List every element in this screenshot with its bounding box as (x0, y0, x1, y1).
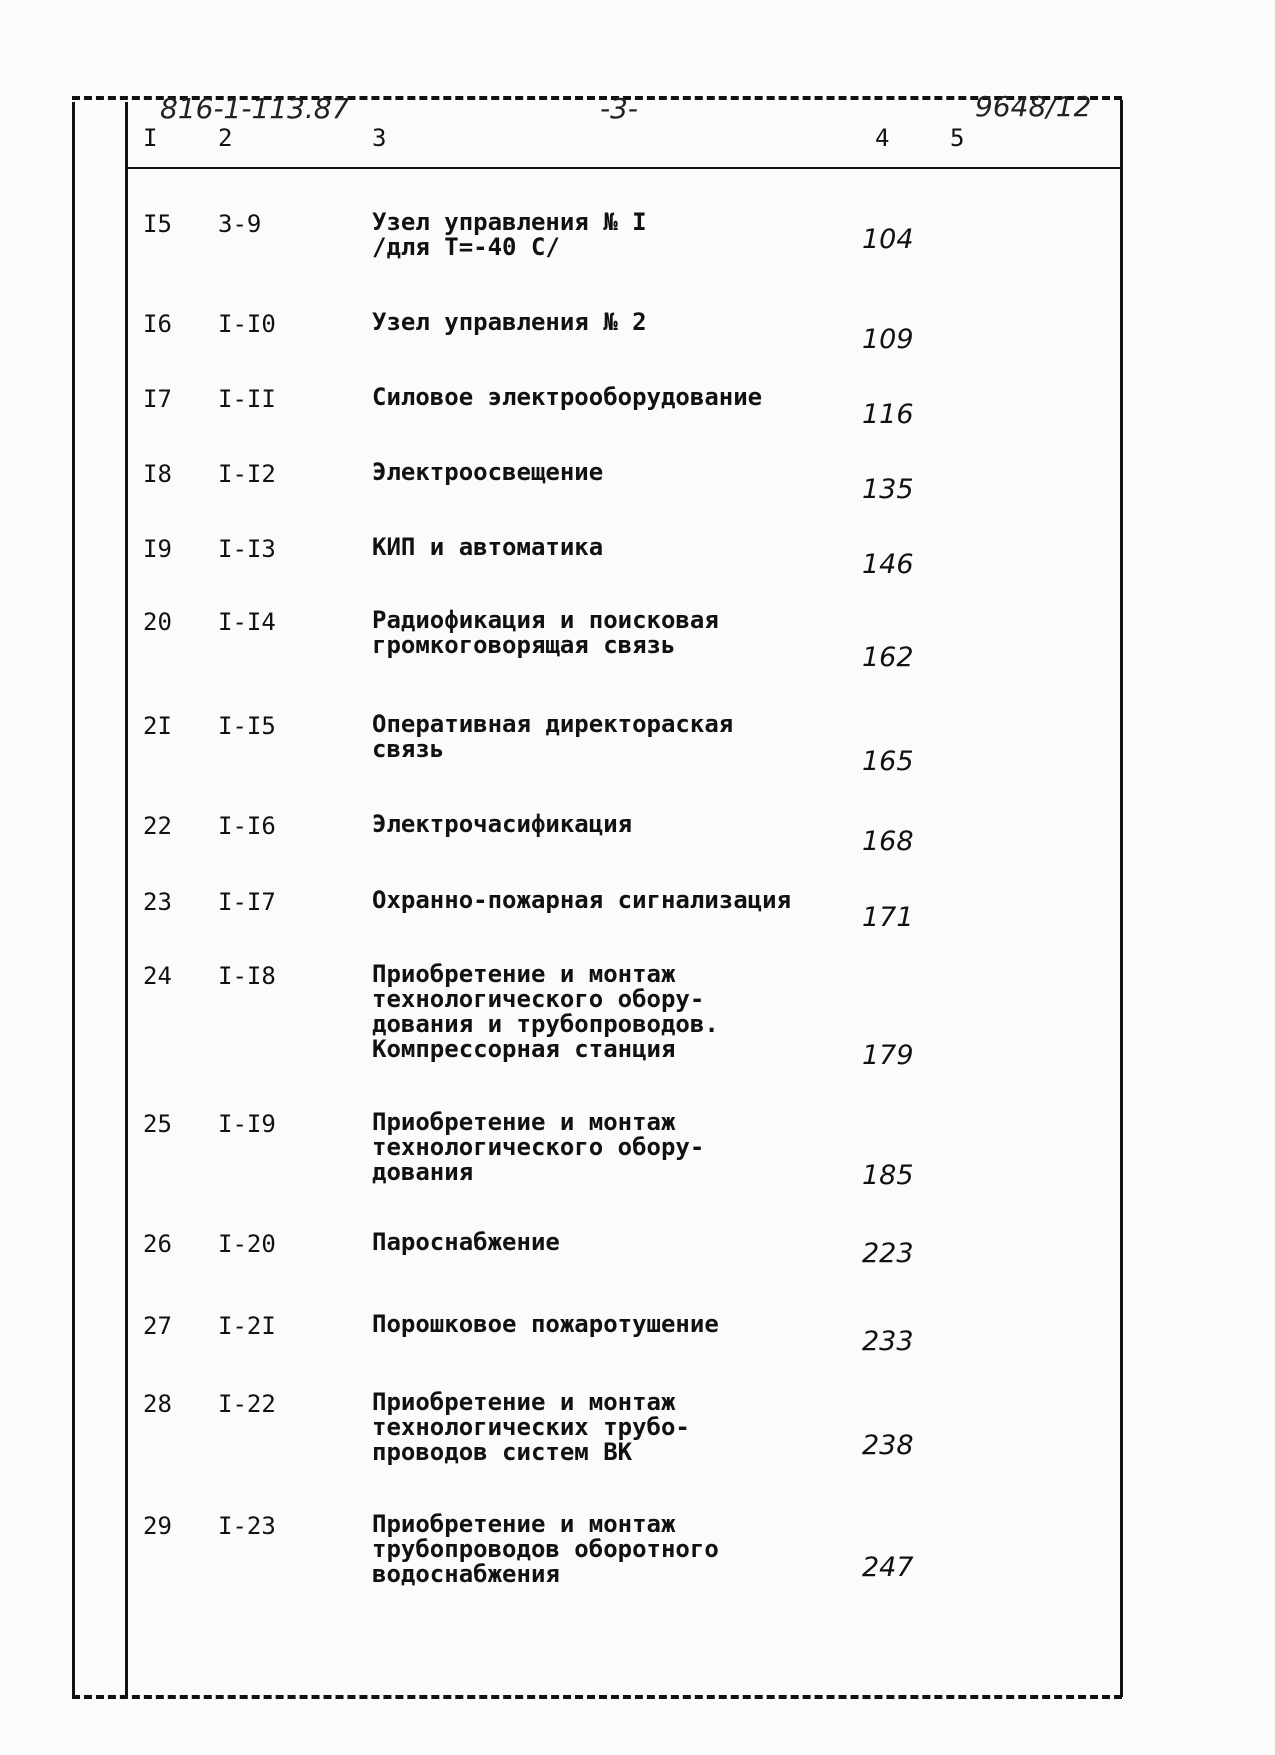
row-number: I9 (143, 535, 172, 563)
section-title: Электрочасификация (372, 810, 633, 838)
row-number: 25 (143, 1110, 172, 1138)
section-title: Узел управления № 2 (372, 308, 647, 336)
row-number: 24 (143, 962, 172, 990)
row-number: I7 (143, 385, 172, 413)
column-header-3: 3 (372, 124, 387, 152)
section-title: Силовое электрооборудование (372, 383, 763, 411)
page-number: -3- (600, 92, 639, 125)
page-ref: 247 (862, 1552, 914, 1583)
sheet-ref: 3-9 (218, 210, 262, 238)
header-rule (125, 167, 1120, 169)
page-ref: 135 (862, 474, 914, 505)
sheet-ref: I-23 (218, 1512, 276, 1540)
row-number: 2I (143, 712, 172, 740)
sheet-ref: I-I3 (218, 535, 276, 563)
section-title: Приобретение и монтаж технологического обору- дования и трубопроводов. Компрессорная станция (372, 960, 719, 1063)
inner-left-border (125, 102, 128, 1697)
row-number: I8 (143, 460, 172, 488)
sheet-ref: I-I2 (218, 460, 276, 488)
section-title: Узел управления № I /для Т=-40 С/ (372, 208, 647, 261)
sheet-ref: I-2I (218, 1312, 276, 1340)
section-title: Пароснабжение (372, 1228, 560, 1256)
section-title: КИП и автоматика (372, 533, 604, 561)
row-number: 23 (143, 888, 172, 916)
row-number: 20 (143, 608, 172, 636)
sheet-ref: I-I8 (218, 962, 276, 990)
sheet-ref: I-I0 (218, 310, 276, 338)
section-title: Порошковое пожаротушение (372, 1310, 719, 1338)
section-title: Радиофикация и поисковая громкоговорящая связь (372, 606, 719, 659)
page-ref: 185 (862, 1160, 914, 1191)
row-number: I5 (143, 210, 172, 238)
sheet-ref: I-II (218, 385, 276, 413)
sheet-ref: I-I4 (218, 608, 276, 636)
page-ref: 165 (862, 746, 914, 777)
column-header-5: 5 (950, 124, 965, 152)
page-ref: 168 (862, 826, 914, 857)
document-code: 816-1-113.87 (160, 92, 350, 125)
row-number: 28 (143, 1390, 172, 1418)
page-ref: 233 (862, 1326, 914, 1357)
section-title: Электроосвещение (372, 458, 604, 486)
right-border (1120, 100, 1123, 1697)
section-title: Приобретение и монтаж трубопроводов оборотного водоснабжения (372, 1510, 719, 1588)
sheet-ref: I-22 (218, 1390, 276, 1418)
row-number: 22 (143, 812, 172, 840)
page-ref: 116 (862, 399, 914, 430)
row-number: 26 (143, 1230, 172, 1258)
section-title: Оперативная директораская связь (372, 710, 734, 763)
row-number: 27 (143, 1312, 172, 1340)
row-number: 29 (143, 1512, 172, 1540)
sheet-ref: I-I9 (218, 1110, 276, 1138)
bottom-border (72, 1695, 1122, 1699)
page-ref: 171 (862, 902, 914, 933)
sheet-ref: I-20 (218, 1230, 276, 1258)
sheet-number: 9648/12 (975, 90, 1092, 123)
page-ref: 223 (862, 1238, 914, 1269)
section-title: Приобретение и монтаж технологического обору- дования (372, 1108, 705, 1186)
column-header-4: 4 (875, 124, 890, 152)
column-header-1: I (143, 124, 158, 152)
sheet-ref: I-I5 (218, 712, 276, 740)
sheet-ref: I-I7 (218, 888, 276, 916)
section-title: Охранно-пожарная сигнализация (372, 886, 792, 914)
column-header-2: 2 (218, 124, 233, 152)
page-ref: 162 (862, 642, 914, 673)
page-ref: 179 (862, 1040, 914, 1071)
page-ref: 238 (862, 1430, 914, 1461)
page-ref: 146 (862, 549, 914, 580)
page-ref: 104 (862, 224, 914, 255)
sheet-ref: I-I6 (218, 812, 276, 840)
page-ref: 109 (862, 324, 914, 355)
section-title: Приобретение и монтаж технологических трубо- проводов систем ВК (372, 1388, 690, 1466)
row-number: I6 (143, 310, 172, 338)
outer-left-border (72, 102, 75, 1697)
